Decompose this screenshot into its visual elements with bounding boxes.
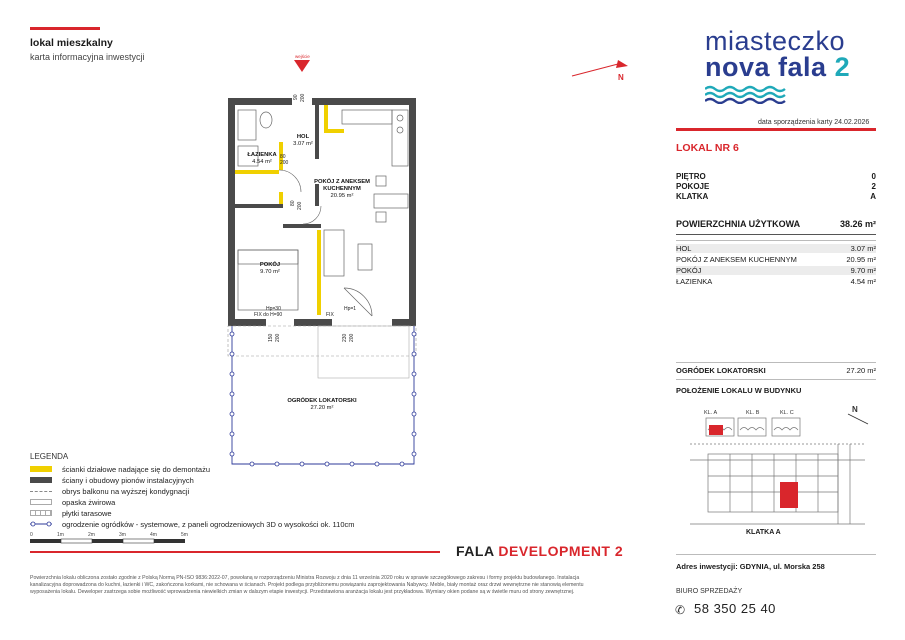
kl-b-label: KL. B — [746, 410, 760, 416]
svg-text:200: 200 — [275, 333, 281, 342]
divider — [676, 234, 876, 235]
footer-note: Powierzchnia lokalu obliczona zostało zgodnie z Polską Normą PN-ISO 9836:2022-07, powołaną w rozporządzeniu Ministra Rozwoju z dnia 11 września 2020 roku w sprawie szczegółowego zakresu i formy projektu budowlanego. Instalacja kanalizacyjna doprowadzona do kuchni, łazienki i WC, zakończona korkami, nie schowana w ścianach. Projekt podlega przybliżonemu powiązaniu zaprojektowania Nabywcy. Meble, biały montaż oraz drzwi wewnętrzne nie stanowią elementu wyposażenia lokalu. Deweloper zastrzega sobie możliwość wprowadzenia niewielkich zmian w dalszym etapie inwestycji. Przedstawiona aranżacja lokalu jest przykładowa. Wymiary okien podane są w świetle muru od strony zewnętrznej. — [30, 575, 584, 596]
svg-text:3m: 3m — [119, 532, 126, 538]
brand-logo-line2: nova fala 2 — [705, 52, 851, 82]
klatka-caption: KLATKA A — [746, 529, 781, 536]
page-title: lokal mieszkalny — [30, 37, 113, 49]
svg-text:Hp=30: Hp=30 — [266, 306, 281, 312]
polozenie-label: POŁOŻENIE LOKALU W BUDYNKU — [676, 386, 802, 395]
north-arrow-icon — [568, 58, 638, 82]
room-row: POKÓJ 9.70 m² — [676, 266, 876, 275]
building-position-diagram — [690, 404, 880, 528]
legend-item: obrys balkonu na wyższej kondygnacji — [30, 486, 189, 496]
page-subtitle: karta informacyjna inwestycji — [30, 52, 145, 62]
room-label-lazienka: ŁAZIENKA 4.54 m² — [247, 152, 277, 165]
divider — [676, 240, 876, 241]
svg-text:FIX: FIX — [326, 312, 334, 318]
svg-text:90: 90 — [293, 94, 299, 100]
room-label-hol: HOL 3.07 m² — [293, 134, 313, 147]
lokal-number: LOKAL NR 6 — [676, 142, 739, 154]
legend-item: ogrodzenie ogródków - systemowe, z paneli ogrodzeniowych 3D o wysokości ok. 110cm — [30, 519, 355, 529]
legend-swatch-fence — [30, 521, 52, 527]
legend-swatch-dashed — [30, 491, 52, 492]
legend-swatch-tiles — [30, 510, 52, 516]
svg-text:1m: 1m — [57, 532, 64, 538]
svg-text:230: 230 — [342, 333, 348, 342]
room-label-ogrodek: OGRÓDEK LOKATORSKI 27.20 m² — [287, 398, 357, 411]
ogrodek-row: OGRÓDEK LOKATORSKI 27.20 m² — [676, 366, 876, 375]
entrance-marker-icon — [294, 60, 310, 72]
card-date: data sporządzenia karty 24.02.2026 — [758, 119, 870, 126]
kl-a-label: KL. A — [704, 410, 718, 416]
svg-text:200: 200 — [297, 201, 303, 210]
kl-c-label: KL. C — [780, 410, 794, 416]
investment-address: Adres inwestycji: GDYNIA, ul. Morska 258 — [676, 562, 825, 571]
svg-text:200: 200 — [280, 160, 289, 166]
svg-text:200: 200 — [300, 93, 306, 102]
legend-swatch-yellow — [30, 466, 52, 472]
brand-waves-icon — [705, 84, 787, 104]
pietro-row: PIĘTRO 0 — [676, 172, 876, 181]
legend-swatch-gravel — [30, 499, 52, 505]
svg-text:150: 150 — [268, 333, 274, 342]
company-name: FALA DEVELOPMENT 2 — [456, 543, 624, 559]
sales-office-label: BIURO SPRZEDAŻY — [676, 588, 743, 595]
svg-text:80: 80 — [280, 154, 286, 160]
divider — [676, 554, 876, 555]
scale-bar — [30, 530, 200, 548]
room-label-pokoj: POKÓJ 9.70 m² — [259, 262, 281, 275]
room-row: POKÓJ Z ANEKSEM KUCHENNYM 20.95 m² — [676, 255, 876, 264]
north-label: N — [852, 405, 858, 414]
brand-logo-line1: miasteczko — [705, 26, 846, 56]
legend-title: LEGENDA — [30, 452, 69, 461]
legend-swatch-dark — [30, 477, 52, 483]
phone-icon: ✆ — [675, 603, 686, 617]
svg-text:2m: 2m — [88, 532, 95, 538]
svg-text:FIX do H=90: FIX do H=90 — [254, 312, 283, 318]
legend-item: opaska żwirowa — [30, 497, 115, 507]
svg-text:200: 200 — [349, 333, 355, 342]
header-accent-bar — [30, 27, 100, 30]
divider — [676, 379, 876, 380]
powierzchnia-row: POWIERZCHNIA UŻYTKOWA 38.26 m² — [676, 219, 876, 229]
sales-phone[interactable]: 58 350 25 40 — [694, 601, 776, 616]
svg-text:N: N — [618, 73, 624, 82]
legend-item: ściany i obudowy pionów instalacyjnych — [30, 475, 194, 485]
svg-text:Hp=1: Hp=1 — [344, 306, 357, 312]
klatka-row: KLATKA A — [676, 192, 876, 201]
room-row: ŁAZIENKA 4.54 m² — [676, 277, 876, 286]
svg-text:5m: 5m — [181, 532, 188, 538]
svg-text:4m: 4m — [150, 532, 157, 538]
svg-text:0: 0 — [30, 532, 33, 538]
legend-item: płytki tarasowe — [30, 508, 112, 518]
divider — [676, 362, 876, 363]
room-label-salon: POKÓJ Z ANEKSEM KUCHENNYM 20.95 m² — [314, 179, 370, 199]
svg-text:80: 80 — [290, 200, 296, 206]
legend-item: ścianki działowe nadające się do demontażu — [30, 464, 210, 474]
room-row: HOL 3.07 m² — [676, 244, 876, 253]
pokoje-row: POKOJE 2 — [676, 182, 876, 191]
right-accent-bar — [676, 128, 876, 131]
footer-accent-bar — [30, 551, 440, 553]
svg-text:wejście: wejście — [295, 54, 310, 59]
